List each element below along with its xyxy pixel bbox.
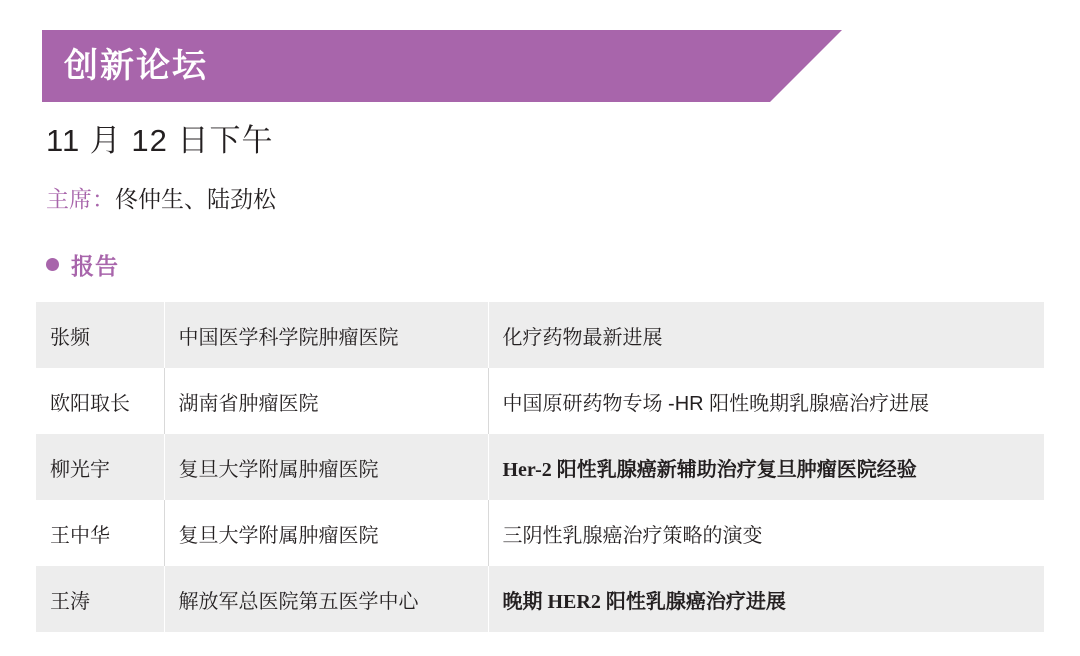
- chair-names: 佟仲生、陆劲松: [115, 186, 276, 212]
- speaker-name: 王涛: [50, 590, 90, 613]
- speaker-name: 王中华: [50, 524, 110, 547]
- section-heading: [46, 248, 119, 281]
- talk-topic: 晚期 HER2 阳性乳腺癌治疗进展: [488, 566, 1044, 632]
- section-heading-label: 报告: [71, 253, 119, 279]
- table-row: [36, 368, 1044, 434]
- speaker-affiliation: 中国医学科学院肿瘤医院: [164, 302, 488, 368]
- page-title: 创新论坛: [64, 47, 208, 85]
- table-row: [36, 434, 1044, 500]
- header-banner: [42, 30, 842, 102]
- speaker-affiliation: 复旦大学附属肿瘤医院: [164, 434, 488, 500]
- table-row: [36, 566, 1044, 632]
- session-date: 11 月 12 日下午: [46, 123, 274, 158]
- talk-topic: 化疗药物最新进展: [488, 302, 1044, 368]
- talk-topic: 中国原研药物专场 -HR 阳性晚期乳腺癌治疗进展: [488, 368, 1044, 434]
- speaker-name: 欧阳取长: [50, 392, 130, 415]
- table-row: [36, 302, 1044, 368]
- talk-topic: 三阴性乳腺癌治疗策略的演变: [488, 500, 1044, 566]
- bullet-dot-icon: [46, 258, 59, 271]
- speaker-affiliation: 解放军总医院第五医学中心: [164, 566, 488, 632]
- speaker-name: 张频: [50, 326, 90, 349]
- speaker-name: 柳光宇: [50, 458, 110, 481]
- chair-label: 主席：: [46, 186, 115, 212]
- table-row: [36, 500, 1044, 566]
- chair-line: [46, 185, 276, 215]
- speaker-affiliation: 湖南省肿瘤医院: [164, 368, 488, 434]
- talks-table: [36, 302, 1044, 632]
- talk-topic: Her-2 阳性乳腺癌新辅助治疗复旦肿瘤医院经验: [488, 434, 1044, 500]
- speaker-affiliation: 复旦大学附属肿瘤医院: [164, 500, 488, 566]
